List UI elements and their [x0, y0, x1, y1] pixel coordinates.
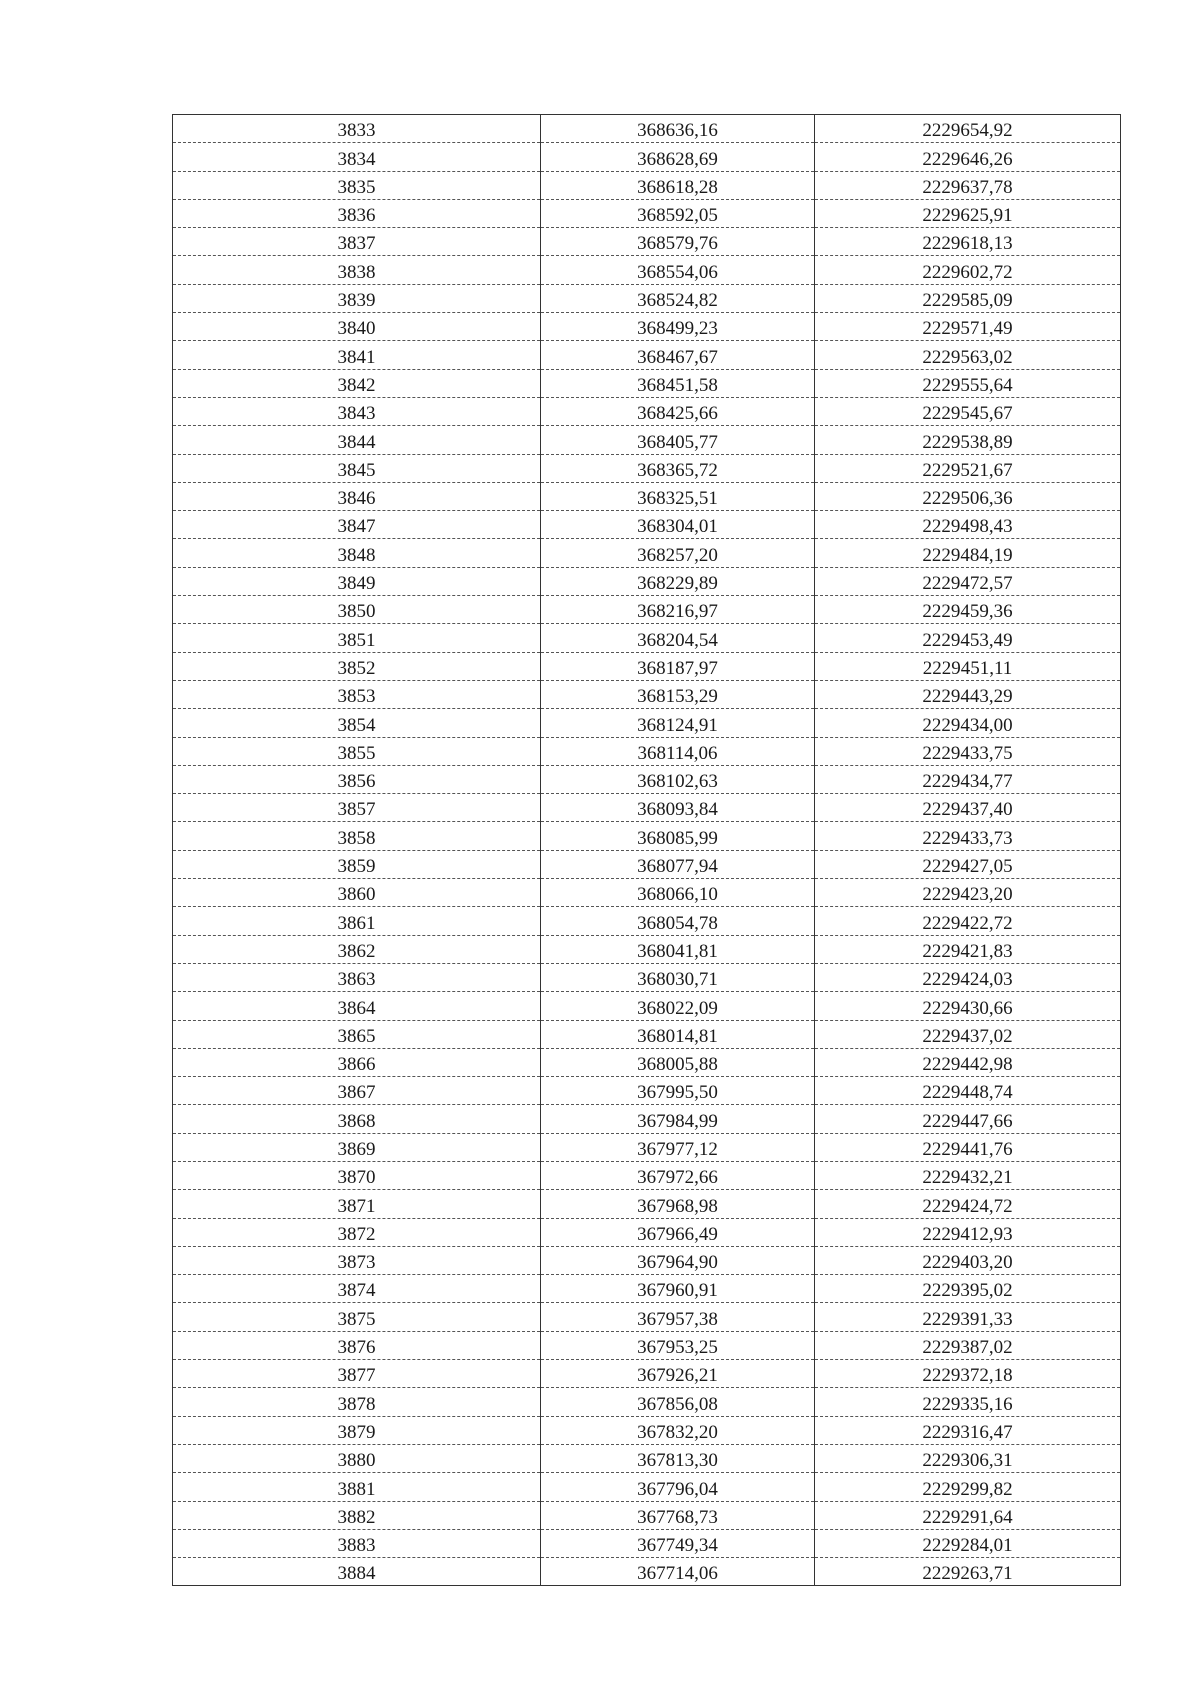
y-coordinate-cell: 2229443,29 — [815, 680, 1121, 708]
table-row — [173, 1218, 1121, 1246]
y-coordinate-cell: 2229545,67 — [815, 397, 1121, 425]
point-number-cell: 3881 — [173, 1473, 541, 1501]
y-coordinate-cell: 2229451,11 — [815, 652, 1121, 680]
point-number-cell: 3860 — [173, 879, 541, 907]
y-coordinate-cell: 2229459,36 — [815, 596, 1121, 624]
point-number-cell: 3877 — [173, 1360, 541, 1388]
table-row — [173, 907, 1121, 935]
table-row — [173, 1360, 1121, 1388]
point-number-cell: 3849 — [173, 567, 541, 595]
x-coordinate-cell: 368066,10 — [541, 879, 815, 907]
table-row — [173, 256, 1121, 284]
x-coordinate-cell: 368216,97 — [541, 596, 815, 624]
x-coordinate-cell: 367768,73 — [541, 1501, 815, 1529]
x-coordinate-cell: 367957,38 — [541, 1303, 815, 1331]
table-row — [173, 313, 1121, 341]
x-coordinate-cell: 367856,08 — [541, 1388, 815, 1416]
point-number-cell: 3863 — [173, 963, 541, 991]
point-number-cell: 3851 — [173, 624, 541, 652]
point-number-cell: 3852 — [173, 652, 541, 680]
x-coordinate-cell: 368618,28 — [541, 171, 815, 199]
point-number-cell: 3864 — [173, 992, 541, 1020]
table-row — [173, 1473, 1121, 1501]
point-number-cell: 3883 — [173, 1529, 541, 1557]
x-coordinate-cell: 367953,25 — [541, 1331, 815, 1359]
point-number-cell: 3880 — [173, 1444, 541, 1472]
x-coordinate-cell: 368628,69 — [541, 143, 815, 171]
x-coordinate-cell: 368030,71 — [541, 963, 815, 991]
point-number-cell: 3872 — [173, 1218, 541, 1246]
table-row — [173, 1529, 1121, 1557]
table-row — [173, 539, 1121, 567]
y-coordinate-cell: 2229423,20 — [815, 879, 1121, 907]
table-row — [173, 1190, 1121, 1218]
table-row — [173, 596, 1121, 624]
point-number-cell: 3833 — [173, 115, 541, 143]
coordinates-table — [172, 114, 1121, 1586]
y-coordinate-cell: 2229422,72 — [815, 907, 1121, 935]
x-coordinate-cell: 368102,63 — [541, 765, 815, 793]
table-row — [173, 1077, 1121, 1105]
table-row — [173, 1416, 1121, 1444]
y-coordinate-cell: 2229421,83 — [815, 935, 1121, 963]
table-row — [173, 850, 1121, 878]
table-row — [173, 482, 1121, 510]
table-row — [173, 511, 1121, 539]
table-row — [173, 1161, 1121, 1189]
x-coordinate-cell: 368405,77 — [541, 426, 815, 454]
y-coordinate-cell: 2229412,93 — [815, 1218, 1121, 1246]
coordinates-table-body — [173, 115, 1121, 1586]
y-coordinate-cell: 2229654,92 — [815, 115, 1121, 143]
x-coordinate-cell: 368153,29 — [541, 680, 815, 708]
x-coordinate-cell: 367813,30 — [541, 1444, 815, 1472]
point-number-cell: 3879 — [173, 1416, 541, 1444]
y-coordinate-cell: 2229306,31 — [815, 1444, 1121, 1472]
point-number-cell: 3884 — [173, 1558, 541, 1586]
table-row — [173, 652, 1121, 680]
y-coordinate-cell: 2229433,75 — [815, 737, 1121, 765]
table-row — [173, 1105, 1121, 1133]
point-number-cell: 3882 — [173, 1501, 541, 1529]
point-number-cell: 3874 — [173, 1275, 541, 1303]
x-coordinate-cell: 368054,78 — [541, 907, 815, 935]
y-coordinate-cell: 2229563,02 — [815, 341, 1121, 369]
point-number-cell: 3837 — [173, 228, 541, 256]
point-number-cell: 3841 — [173, 341, 541, 369]
point-number-cell: 3854 — [173, 709, 541, 737]
x-coordinate-cell: 367977,12 — [541, 1133, 815, 1161]
x-coordinate-cell: 368451,58 — [541, 369, 815, 397]
x-coordinate-cell: 368524,82 — [541, 284, 815, 312]
y-coordinate-cell: 2229498,43 — [815, 511, 1121, 539]
point-number-cell: 3862 — [173, 935, 541, 963]
x-coordinate-cell: 367960,91 — [541, 1275, 815, 1303]
x-coordinate-cell: 368257,20 — [541, 539, 815, 567]
point-number-cell: 3846 — [173, 482, 541, 510]
point-number-cell: 3838 — [173, 256, 541, 284]
y-coordinate-cell: 2229403,20 — [815, 1246, 1121, 1274]
table-row — [173, 143, 1121, 171]
y-coordinate-cell: 2229538,89 — [815, 426, 1121, 454]
y-coordinate-cell: 2229424,72 — [815, 1190, 1121, 1218]
table-row — [173, 709, 1121, 737]
y-coordinate-cell: 2229448,74 — [815, 1077, 1121, 1105]
x-coordinate-cell: 368304,01 — [541, 511, 815, 539]
table-row — [173, 397, 1121, 425]
point-number-cell: 3878 — [173, 1388, 541, 1416]
x-coordinate-cell: 367926,21 — [541, 1360, 815, 1388]
y-coordinate-cell: 2229521,67 — [815, 454, 1121, 482]
point-number-cell: 3858 — [173, 822, 541, 850]
table-row — [173, 1444, 1121, 1472]
table-row — [173, 199, 1121, 227]
y-coordinate-cell: 2229391,33 — [815, 1303, 1121, 1331]
y-coordinate-cell: 2229299,82 — [815, 1473, 1121, 1501]
table-row — [173, 228, 1121, 256]
point-number-cell: 3842 — [173, 369, 541, 397]
table-row — [173, 341, 1121, 369]
x-coordinate-cell: 368093,84 — [541, 794, 815, 822]
x-coordinate-cell: 368636,16 — [541, 115, 815, 143]
table-row — [173, 822, 1121, 850]
x-coordinate-cell: 367968,98 — [541, 1190, 815, 1218]
y-coordinate-cell: 2229585,09 — [815, 284, 1121, 312]
y-coordinate-cell: 2229434,77 — [815, 765, 1121, 793]
table-row — [173, 624, 1121, 652]
x-coordinate-cell: 368014,81 — [541, 1020, 815, 1048]
point-number-cell: 3865 — [173, 1020, 541, 1048]
point-number-cell: 3859 — [173, 850, 541, 878]
table-row — [173, 1303, 1121, 1331]
table-row — [173, 369, 1121, 397]
table-row — [173, 1246, 1121, 1274]
point-number-cell: 3868 — [173, 1105, 541, 1133]
table-row — [173, 680, 1121, 708]
y-coordinate-cell: 2229453,49 — [815, 624, 1121, 652]
y-coordinate-cell: 2229263,71 — [815, 1558, 1121, 1586]
x-coordinate-cell: 367964,90 — [541, 1246, 815, 1274]
y-coordinate-cell: 2229284,01 — [815, 1529, 1121, 1557]
point-number-cell: 3853 — [173, 680, 541, 708]
y-coordinate-cell: 2229555,64 — [815, 369, 1121, 397]
y-coordinate-cell: 2229430,66 — [815, 992, 1121, 1020]
point-number-cell: 3876 — [173, 1331, 541, 1359]
table-row — [173, 171, 1121, 199]
y-coordinate-cell: 2229432,21 — [815, 1161, 1121, 1189]
point-number-cell: 3848 — [173, 539, 541, 567]
y-coordinate-cell: 2229506,36 — [815, 482, 1121, 510]
point-number-cell: 3875 — [173, 1303, 541, 1331]
y-coordinate-cell: 2229484,19 — [815, 539, 1121, 567]
table-row — [173, 1133, 1121, 1161]
x-coordinate-cell: 368085,99 — [541, 822, 815, 850]
table-row — [173, 1275, 1121, 1303]
y-coordinate-cell: 2229433,73 — [815, 822, 1121, 850]
y-coordinate-cell: 2229372,18 — [815, 1360, 1121, 1388]
table-row — [173, 1501, 1121, 1529]
x-coordinate-cell: 367995,50 — [541, 1077, 815, 1105]
point-number-cell: 3861 — [173, 907, 541, 935]
table-row — [173, 879, 1121, 907]
y-coordinate-cell: 2229571,49 — [815, 313, 1121, 341]
point-number-cell: 3850 — [173, 596, 541, 624]
table-row — [173, 426, 1121, 454]
point-number-cell: 3873 — [173, 1246, 541, 1274]
y-coordinate-cell: 2229646,26 — [815, 143, 1121, 171]
x-coordinate-cell: 368579,76 — [541, 228, 815, 256]
y-coordinate-cell: 2229424,03 — [815, 963, 1121, 991]
x-coordinate-cell: 368467,67 — [541, 341, 815, 369]
y-coordinate-cell: 2229316,47 — [815, 1416, 1121, 1444]
x-coordinate-cell: 368592,05 — [541, 199, 815, 227]
point-number-cell: 3847 — [173, 511, 541, 539]
point-number-cell: 3844 — [173, 426, 541, 454]
y-coordinate-cell: 2229291,64 — [815, 1501, 1121, 1529]
point-number-cell: 3839 — [173, 284, 541, 312]
point-number-cell: 3834 — [173, 143, 541, 171]
y-coordinate-cell: 2229434,00 — [815, 709, 1121, 737]
x-coordinate-cell: 368005,88 — [541, 1048, 815, 1076]
point-number-cell: 3843 — [173, 397, 541, 425]
y-coordinate-cell: 2229395,02 — [815, 1275, 1121, 1303]
x-coordinate-cell: 368325,51 — [541, 482, 815, 510]
x-coordinate-cell: 368204,54 — [541, 624, 815, 652]
table-row — [173, 992, 1121, 1020]
x-coordinate-cell: 368365,72 — [541, 454, 815, 482]
table-row — [173, 115, 1121, 143]
x-coordinate-cell: 368041,81 — [541, 935, 815, 963]
table-row — [173, 1558, 1121, 1586]
x-coordinate-cell: 368425,66 — [541, 397, 815, 425]
y-coordinate-cell: 2229442,98 — [815, 1048, 1121, 1076]
y-coordinate-cell: 2229335,16 — [815, 1388, 1121, 1416]
x-coordinate-cell: 367984,99 — [541, 1105, 815, 1133]
y-coordinate-cell: 2229472,57 — [815, 567, 1121, 595]
x-coordinate-cell: 368114,06 — [541, 737, 815, 765]
table-row — [173, 1048, 1121, 1076]
x-coordinate-cell: 368124,91 — [541, 709, 815, 737]
point-number-cell: 3867 — [173, 1077, 541, 1105]
table-row — [173, 567, 1121, 595]
y-coordinate-cell: 2229437,02 — [815, 1020, 1121, 1048]
x-coordinate-cell: 368554,06 — [541, 256, 815, 284]
table-row — [173, 1331, 1121, 1359]
x-coordinate-cell: 368499,23 — [541, 313, 815, 341]
table-row — [173, 765, 1121, 793]
table-row — [173, 454, 1121, 482]
point-number-cell: 3870 — [173, 1161, 541, 1189]
point-number-cell: 3869 — [173, 1133, 541, 1161]
x-coordinate-cell: 368022,09 — [541, 992, 815, 1020]
y-coordinate-cell: 2229637,78 — [815, 171, 1121, 199]
table-row — [173, 284, 1121, 312]
point-number-cell: 3845 — [173, 454, 541, 482]
x-coordinate-cell: 367966,49 — [541, 1218, 815, 1246]
table-row — [173, 794, 1121, 822]
point-number-cell: 3855 — [173, 737, 541, 765]
table-row — [173, 1020, 1121, 1048]
table-row — [173, 737, 1121, 765]
x-coordinate-cell: 368229,89 — [541, 567, 815, 595]
point-number-cell: 3835 — [173, 171, 541, 199]
y-coordinate-cell: 2229387,02 — [815, 1331, 1121, 1359]
y-coordinate-cell: 2229618,13 — [815, 228, 1121, 256]
x-coordinate-cell: 368077,94 — [541, 850, 815, 878]
point-number-cell: 3836 — [173, 199, 541, 227]
y-coordinate-cell: 2229437,40 — [815, 794, 1121, 822]
table-row — [173, 935, 1121, 963]
x-coordinate-cell: 367714,06 — [541, 1558, 815, 1586]
x-coordinate-cell: 367972,66 — [541, 1161, 815, 1189]
point-number-cell: 3857 — [173, 794, 541, 822]
y-coordinate-cell: 2229447,66 — [815, 1105, 1121, 1133]
y-coordinate-cell: 2229441,76 — [815, 1133, 1121, 1161]
x-coordinate-cell: 367832,20 — [541, 1416, 815, 1444]
point-number-cell: 3840 — [173, 313, 541, 341]
y-coordinate-cell: 2229625,91 — [815, 199, 1121, 227]
table-row — [173, 963, 1121, 991]
point-number-cell: 3856 — [173, 765, 541, 793]
y-coordinate-cell: 2229602,72 — [815, 256, 1121, 284]
x-coordinate-cell: 367749,34 — [541, 1529, 815, 1557]
point-number-cell: 3866 — [173, 1048, 541, 1076]
table-row — [173, 1388, 1121, 1416]
y-coordinate-cell: 2229427,05 — [815, 850, 1121, 878]
point-number-cell: 3871 — [173, 1190, 541, 1218]
x-coordinate-cell: 367796,04 — [541, 1473, 815, 1501]
x-coordinate-cell: 368187,97 — [541, 652, 815, 680]
